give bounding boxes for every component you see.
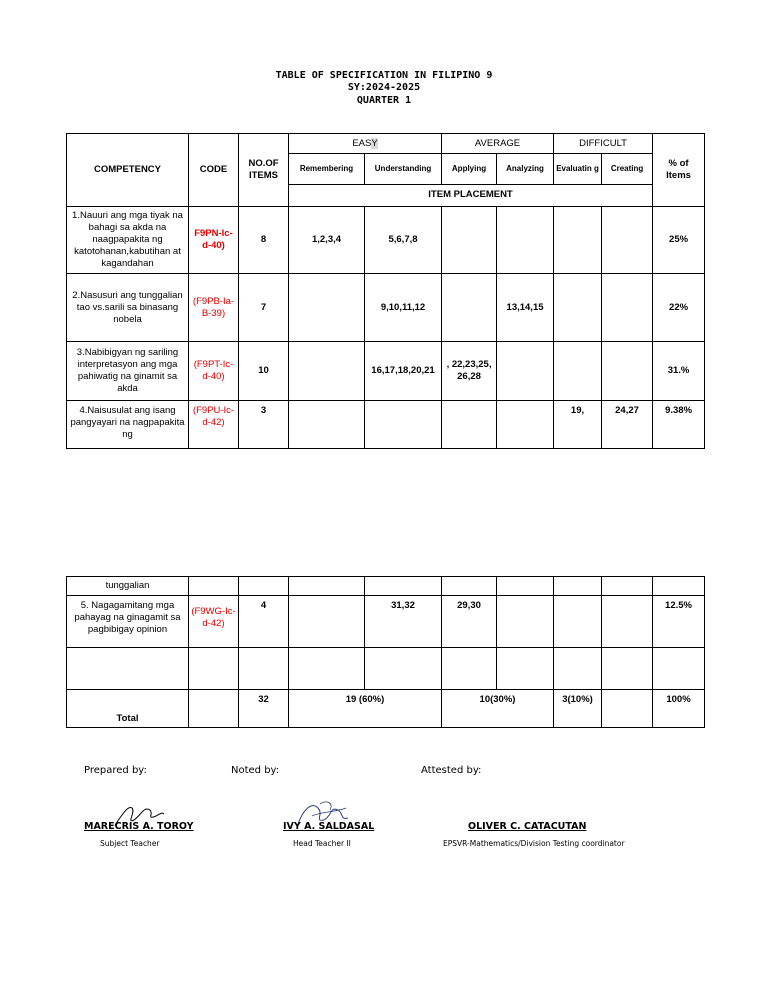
prepared-by-label: Prepared by: <box>84 765 147 776</box>
header-difficult: DIFFICULT <box>554 134 653 154</box>
table-row <box>67 577 705 596</box>
table-row <box>67 342 705 401</box>
applying-cell: , 22,23,25, 26,28 <box>442 342 497 401</box>
competency-cell: 4.Naisusulat ang isang pangyayari na nagpapakita ng <box>67 401 189 449</box>
school-year: SY:2024-2025 <box>347 82 421 93</box>
header-easy: EASY <box>289 134 442 154</box>
header-code: CODE <box>189 134 239 207</box>
total-items: 32 <box>239 690 289 728</box>
items-cell: 10 <box>239 342 289 401</box>
analyzing-cell <box>497 401 554 449</box>
prepared-by-position: Subject Teacher <box>100 839 160 848</box>
header-analyzing: Analyzing <box>497 154 554 185</box>
specification-table-continued <box>66 576 705 728</box>
creating-cell: 24,27 <box>602 401 653 449</box>
total-label: Total <box>67 690 189 728</box>
table-row <box>67 596 705 648</box>
analyzing-cell <box>497 207 554 274</box>
code-cell: (F9PU-Ic-d-42) <box>189 401 239 449</box>
code-cell: F9PN-Ic-d-40) <box>189 207 239 274</box>
header-average: AVERAGE <box>442 134 554 154</box>
competency-cell: 2.Nasusuri ang tunggalian tao vs.sarili sa binasang nobela <box>67 274 189 342</box>
analyzing-cell <box>497 596 554 648</box>
remembering-cell: 1,2,3,4 <box>289 207 365 274</box>
noted-by-name: IVY A. SALDASAL <box>283 821 375 832</box>
understanding-cell: 16,17,18,20,21 <box>365 342 442 401</box>
total-average: 10(30%) <box>442 690 554 728</box>
total-percent: 100% <box>653 690 705 728</box>
competency-cell: 1.Nauuri ang mga tiyak na bahagi sa akda na naagpapakita ng katotohanan,kabutihan at kagandahan <box>67 207 189 274</box>
document-title: TABLE OF SPECIFICATION IN FILIPINO 9 <box>275 70 493 81</box>
header-no-of-items: NO.OF ITEMS <box>239 134 289 207</box>
noted-by-label: Noted by: <box>231 765 280 776</box>
code-cell: (F9PT-Ic-d-40) <box>189 342 239 401</box>
creating-cell <box>602 207 653 274</box>
header-percent-items: % of Items <box>653 134 705 207</box>
remembering-cell <box>289 274 365 342</box>
creating-cell <box>602 342 653 401</box>
analyzing-cell <box>497 342 554 401</box>
understanding-cell <box>365 401 442 449</box>
percent-cell: 22% <box>653 274 705 342</box>
evaluating-cell <box>554 342 602 401</box>
table-row <box>67 274 705 342</box>
evaluating-cell: 19, <box>554 401 602 449</box>
total-difficult: 3(10%) <box>554 690 602 728</box>
evaluating-cell <box>554 274 602 342</box>
header-creating: Creating <box>602 154 653 185</box>
items-cell: 4 <box>239 596 289 648</box>
percent-cell: 9.38% <box>653 401 705 449</box>
percent-cell: 25% <box>653 207 705 274</box>
percent-cell: 12.5% <box>653 596 705 648</box>
header-item-placement: ITEM PLACEMENT <box>289 185 653 207</box>
table-row <box>67 401 705 449</box>
competency-continued-cell: tunggalian <box>67 577 189 596</box>
code-cell: (F9PB-Ia-B-39) <box>189 274 239 342</box>
header-evaluating: Evaluatin g <box>554 154 602 185</box>
specification-table <box>66 133 705 449</box>
applying-cell <box>442 274 497 342</box>
competency-cell: 3.Nabibigyan ng sariling interpretasyon ang mga pahiwatig na ginamit sa akda <box>67 342 189 401</box>
header-remembering: Remembering <box>289 154 365 185</box>
understanding-cell: 5,6,7,8 <box>365 207 442 274</box>
header-applying: Applying <box>442 154 497 185</box>
items-cell: 7 <box>239 274 289 342</box>
quarter-label: QUARTER 1 <box>356 95 412 106</box>
creating-cell <box>602 596 653 648</box>
analyzing-cell: 13,14,15 <box>497 274 554 342</box>
items-cell: 3 <box>239 401 289 449</box>
evaluating-cell <box>554 596 602 648</box>
noted-by-position: Head Teacher II <box>293 839 351 848</box>
remembering-cell <box>289 596 365 648</box>
remembering-cell <box>289 401 365 449</box>
attested-by-position: EPSVR-Mathematics/Division Testing coordinator <box>443 839 625 848</box>
applying-cell: 29,30 <box>442 596 497 648</box>
remembering-cell <box>289 342 365 401</box>
prepared-by-name: MARECRIS A. TOROY <box>84 821 194 832</box>
evaluating-cell <box>554 207 602 274</box>
attested-by-label: Attested by: <box>421 765 482 776</box>
creating-cell <box>602 274 653 342</box>
table-row <box>67 648 705 690</box>
table-row <box>67 207 705 274</box>
understanding-cell: 31,32 <box>365 596 442 648</box>
percent-cell: 31.% <box>653 342 705 401</box>
header-competency: COMPETENCY <box>67 134 189 207</box>
total-easy: 19 (60%) <box>289 690 442 728</box>
items-cell: 8 <box>239 207 289 274</box>
understanding-cell: 9,10,11,12 <box>365 274 442 342</box>
code-cell: (F9WG-Ic-d-42) <box>189 596 239 648</box>
competency-cell: 5. Nagagamitang mga pahayag na ginagamit sa pagbibigay opinion <box>67 596 189 648</box>
header-understanding: Understanding <box>365 154 442 185</box>
attested-by-name: OLIVER C. CATACUTAN <box>468 821 587 832</box>
applying-cell <box>442 207 497 274</box>
applying-cell <box>442 401 497 449</box>
total-row <box>67 690 705 728</box>
